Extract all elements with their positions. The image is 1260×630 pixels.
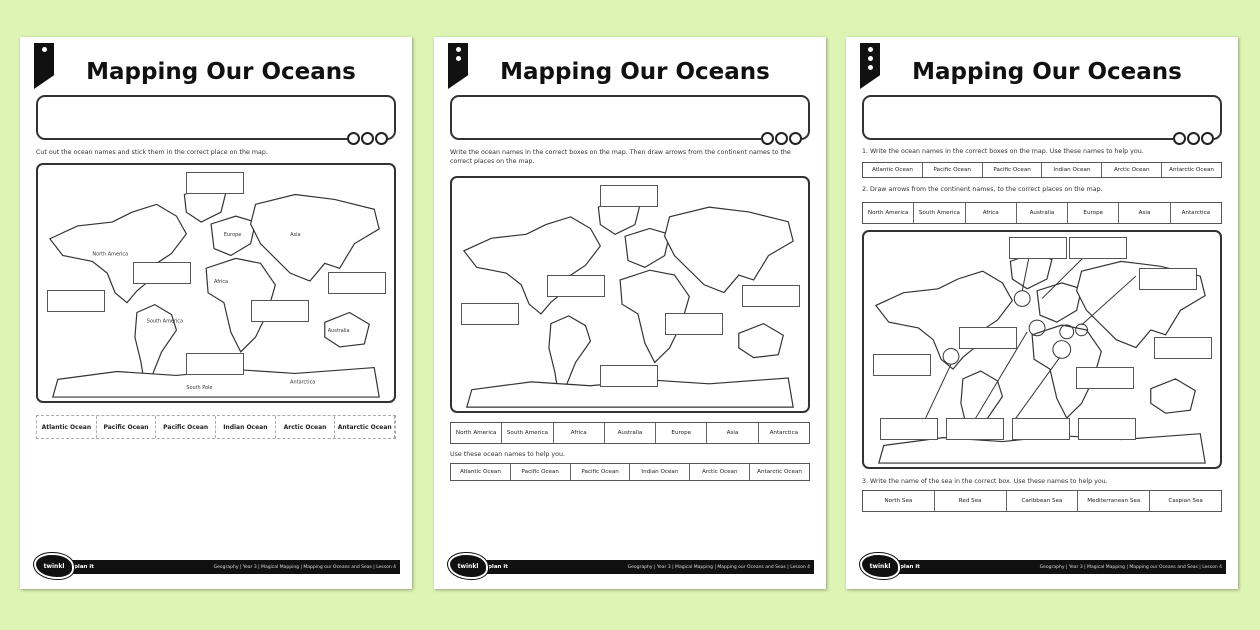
continent-name: Asia (707, 423, 758, 443)
cutout-row (36, 415, 396, 439)
answer-box[interactable] (1139, 268, 1197, 290)
rating-circles (1173, 132, 1214, 145)
twinkl-logo: twinkl (860, 553, 900, 579)
ocean-name: Pacific Ocean (923, 163, 983, 177)
answer-box[interactable] (1076, 367, 1134, 389)
answer-box[interactable] (873, 354, 931, 376)
ocean-name: Antarctic Ocean (757, 468, 802, 475)
answer-box[interactable] (1069, 237, 1127, 259)
continent-name: Australia (605, 423, 656, 443)
answer-box[interactable] (133, 262, 191, 284)
ocean-name: Atlantic Ocean (863, 163, 923, 177)
continent-row (450, 422, 810, 444)
answer-box[interactable] (665, 313, 723, 335)
footer-breadcrumb: Geography | Year 3 | Magical Mapping | Mapping our Oceans and Seas | Lesson 4 (1039, 564, 1222, 570)
label-australia: Australia (327, 328, 350, 335)
name-box (450, 95, 810, 140)
continent-name: South America (914, 203, 965, 223)
continent-name: Asia (1119, 203, 1170, 223)
sea-name: North Sea (863, 491, 935, 511)
worksheet-1[interactable] (20, 37, 412, 589)
sea-name: Caribbean Sea (1007, 491, 1079, 511)
continent-name: Antarctica (1181, 209, 1211, 216)
answer-box[interactable] (1012, 418, 1070, 440)
sea-name: Caspian Sea (1168, 497, 1203, 504)
continent-name: Australia (1017, 203, 1068, 223)
name-box (862, 95, 1222, 140)
label-antarctica: Antarctica (290, 379, 316, 386)
ocean-name: Indian Ocean (630, 464, 690, 480)
twinkl-logo: twinkl (34, 553, 74, 579)
answer-box[interactable] (600, 185, 658, 207)
oceans-prompt: Use these ocean names to help you. (450, 451, 565, 458)
ocean-name: Pacific Ocean (983, 163, 1043, 177)
answer-box[interactable] (600, 365, 658, 387)
question-1: 1. Write the ocean names in the correct boxes on the map. Use these names to help you. (862, 148, 1144, 155)
ocean-name: Atlantic Ocean (451, 464, 511, 480)
ocean-name: Pacific Ocean (511, 464, 571, 480)
continent-name: South America (502, 423, 553, 443)
ocean-name: Arctic Ocean (1102, 163, 1162, 177)
answer-box[interactable] (251, 300, 309, 322)
answer-box[interactable] (1078, 418, 1136, 440)
ocean-name: Arctic Ocean (690, 464, 750, 480)
label-south-america: South America (146, 318, 184, 325)
answer-box[interactable] (461, 303, 519, 325)
cutout[interactable]: Pacific Ocean (156, 416, 216, 438)
ocean-row (450, 463, 810, 481)
continent-name: Africa (554, 423, 605, 443)
footer (860, 557, 1226, 575)
answer-box[interactable] (328, 272, 386, 294)
footer-breadcrumb: Geography | Year 3 | Magical Mapping | Mapping our Oceans and Seas | Lesson 4 (627, 564, 810, 570)
name-box (36, 95, 396, 140)
answer-box[interactable] (959, 327, 1017, 349)
page-title: Mapping Our Oceans (500, 59, 770, 85)
page-title: Mapping Our Oceans (86, 59, 356, 85)
continent-name: Europe (1068, 203, 1119, 223)
continent-name: North America (451, 423, 502, 443)
answer-box[interactable] (742, 285, 800, 307)
cutout[interactable]: Atlantic Ocean (37, 416, 97, 438)
answer-box[interactable] (547, 275, 605, 297)
footer-breadcrumb: Geography | Year 3 | Magical Mapping | Mapping our Oceans and Seas | Lesson 4 (213, 564, 396, 570)
answer-box[interactable] (1154, 337, 1212, 359)
answer-box[interactable] (186, 353, 244, 375)
continent-name: Antarctica (769, 429, 799, 436)
twinkl-logo: twinkl (448, 553, 488, 579)
instruction: Cut out the ocean names and stick them in the correct place on the map. (36, 149, 268, 156)
cutout[interactable]: Antarctic Ocean (335, 416, 395, 438)
ocean-name: Antarctic Ocean (1169, 166, 1214, 173)
sea-name: Mediterranean Sea (1078, 491, 1150, 511)
continent-row (862, 202, 1222, 224)
ocean-name: Pacific Ocean (571, 464, 631, 480)
sea-name: Red Sea (935, 491, 1007, 511)
ocean-row (862, 162, 1222, 178)
label-asia: Asia (290, 231, 301, 238)
cutout[interactable]: Arctic Ocean (276, 416, 336, 438)
label-south-pole: South Pole (186, 385, 213, 392)
label-africa: Africa (214, 279, 229, 285)
plan-it-label: plan it (74, 564, 94, 570)
plan-it-label: plan it (900, 564, 920, 570)
answer-box[interactable] (47, 290, 105, 312)
world-map (862, 230, 1222, 469)
instruction: Write the ocean names in the correct boxes on the map. Then draw arrows from the continent names to the correct places on the map. (450, 149, 791, 165)
footer (34, 557, 400, 575)
continent-name: North America (863, 203, 914, 223)
ocean-name: Indian Ocean (1042, 163, 1102, 177)
rating-circles (761, 132, 802, 145)
world-map (450, 176, 810, 413)
continent-name: Europe (656, 423, 707, 443)
answer-box[interactable] (1009, 237, 1067, 259)
answer-box[interactable] (880, 418, 938, 440)
label-north-america: North America (92, 251, 129, 258)
answer-box[interactable] (946, 418, 1004, 440)
question-3: 3. Write the name of the sea in the correct box. Use these names to help you. (862, 478, 1108, 485)
cutout[interactable]: Pacific Ocean (97, 416, 157, 438)
world-map (36, 163, 396, 403)
plan-it-label: plan it (488, 564, 508, 570)
rating-circles (347, 132, 388, 145)
question-2: 2. Draw arrows from the continent names, to the correct places on the map. (862, 186, 1103, 193)
sea-row (862, 490, 1222, 512)
footer (448, 557, 814, 575)
page-title: Mapping Our Oceans (912, 59, 1182, 85)
worksheet-2[interactable] (434, 37, 826, 589)
cutout[interactable]: Indian Ocean (216, 416, 276, 438)
label-europe: Europe (223, 231, 242, 238)
answer-box[interactable] (186, 172, 244, 194)
worksheet-3[interactable] (846, 37, 1238, 589)
continent-name: Africa (966, 203, 1017, 223)
